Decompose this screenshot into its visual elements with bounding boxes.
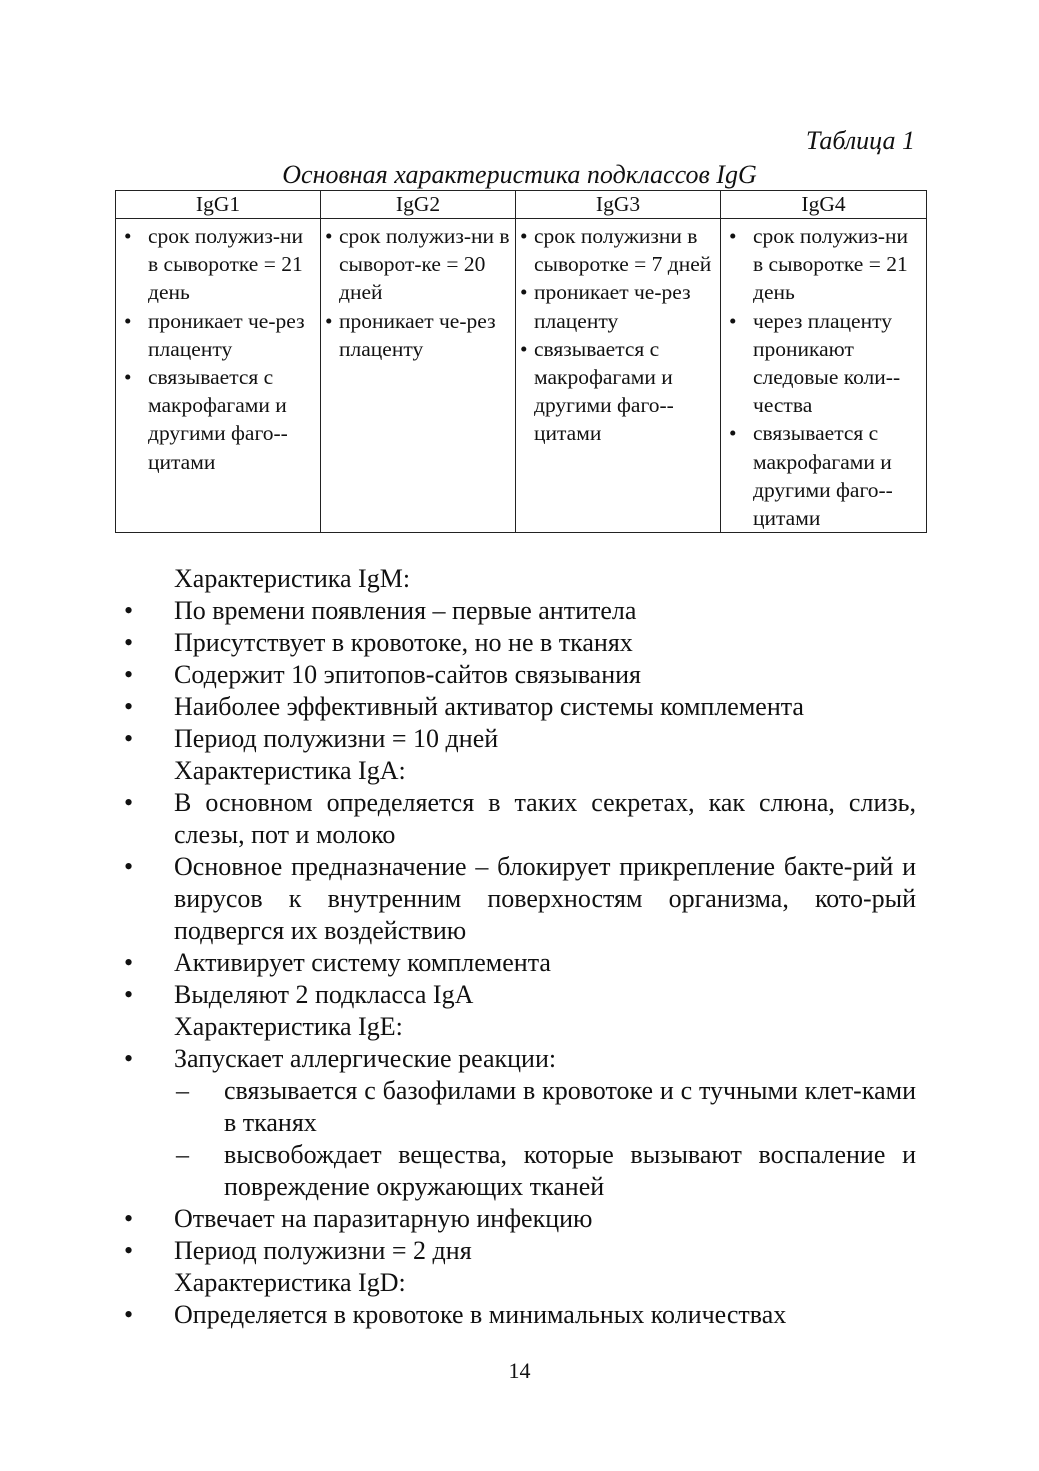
item-text: По времени появления – первые антитела <box>174 596 637 625</box>
bullet-mark: • <box>124 1300 134 1329</box>
dash-mark: – <box>176 1140 189 1169</box>
item-text: Запускает аллергические реакции: <box>174 1044 557 1073</box>
cell-igg2 <box>321 219 516 533</box>
item-text: Определяется в кровотоке в минимальных количествах <box>174 1300 787 1329</box>
bullet-mark: • <box>124 1236 134 1265</box>
igm-item <box>120 659 916 691</box>
cell-text: срок полужизни в сыворотке = 7 дней <box>534 224 712 277</box>
iga-item <box>120 947 916 979</box>
list-item <box>325 307 511 363</box>
list-item <box>120 363 316 476</box>
dash-mark: – <box>176 1076 189 1105</box>
igd-heading: Характеристика IgD: <box>174 1268 406 1297</box>
item-text: связывается с базофилами в кровотоке и с тучными клет-ками в тканях <box>224 1076 916 1137</box>
bullet-mark: • <box>124 788 134 817</box>
bullet-mark: • <box>124 1044 134 1073</box>
header-igg1: IgG1 <box>116 191 321 219</box>
bullet-mark: • <box>124 852 134 881</box>
cell-igg1 <box>116 219 321 533</box>
header-igg3: IgG3 <box>516 191 721 219</box>
cell-text: проникает че-рез плаценту <box>339 308 496 361</box>
bullet-mark: • <box>124 1204 134 1233</box>
iga-item <box>120 787 916 851</box>
list-item <box>725 307 922 420</box>
item-text: Период полужизни = 2 дня <box>174 1236 472 1265</box>
cell-igg3 <box>516 219 721 533</box>
bullet-mark: • <box>124 724 134 753</box>
bullet-mark: • <box>124 308 132 333</box>
header-igg2: IgG2 <box>321 191 516 219</box>
bullet-mark: • <box>124 660 134 689</box>
item-text: Период полужизни = 10 дней <box>174 724 499 753</box>
list-item <box>325 222 511 307</box>
ige-item <box>120 1043 916 1075</box>
bullet-mark: • <box>124 692 134 721</box>
cell-text: связывается с макрофагами и другими фаго-цитами <box>534 336 674 446</box>
item-text: Присутствует в кровотоке, но не в тканях <box>174 628 633 657</box>
bullet-mark: • <box>124 948 134 977</box>
cell-text: связывается с макрофагами и другими фаго-цитами <box>148 365 288 474</box>
item-text: Активирует систему комплемента <box>174 948 551 977</box>
item-text: Отвечает на паразитарную инфекцию <box>174 1204 593 1233</box>
ige-item <box>120 1203 916 1235</box>
list-item <box>725 222 922 307</box>
bullet-mark: • <box>520 224 528 248</box>
cell-igg4 <box>721 219 927 533</box>
cell-text: срок полужиз-ни в сыворот-ке = 20 дней <box>339 224 510 305</box>
table-header-row <box>116 191 927 219</box>
list-item <box>120 307 316 363</box>
bullet-mark: • <box>520 336 528 361</box>
cell-list-igg4 <box>725 222 922 532</box>
ige-item <box>120 1235 916 1267</box>
igd-item <box>120 1299 916 1331</box>
igm-item <box>120 595 916 627</box>
bullet-mark: • <box>325 224 333 248</box>
bullet-mark: • <box>729 224 737 248</box>
iga-item <box>120 851 916 947</box>
header-igg4: IgG4 <box>721 191 927 219</box>
item-text: высвобождает вещества, которые вызывают воспаление и повреждение окружающих тканей <box>224 1140 916 1201</box>
cell-text: срок полужиз-ни в сыворотке = 21 день <box>753 224 909 305</box>
bullet-mark: • <box>124 596 134 625</box>
cell-text: через плаценту проникают следовые коли-чества <box>753 308 901 418</box>
cell-text: связывается с макрофагами и другими фаго-цитами <box>753 421 893 531</box>
ige-heading: Характеристика IgE: <box>174 1012 403 1041</box>
igm-item <box>120 627 916 659</box>
cell-list-igg3 <box>520 222 716 448</box>
bullet-mark: • <box>124 980 134 1009</box>
bullet-mark: • <box>124 224 132 248</box>
ige-sub-item <box>120 1075 916 1139</box>
list-item <box>520 278 716 334</box>
igm-item <box>120 691 916 723</box>
item-text: Выделяют 2 подкласса IgA <box>174 980 474 1009</box>
cell-text: срок полужиз-ни в сыворотке = 21 день <box>148 224 304 305</box>
cell-text: проникает че-рез плаценту <box>148 308 305 361</box>
bullet-mark: • <box>325 308 333 333</box>
bullet-mark: • <box>729 308 737 333</box>
cell-text: проникает че-рез плаценту <box>534 280 691 333</box>
table-row <box>116 219 927 533</box>
igm-heading: Характеристика IgM: <box>174 564 411 593</box>
item-text: Наиболее эффективный активатор системы комплемента <box>174 692 804 721</box>
item-text: В основном определяется в таких секретах, как слюна, слизь, слезы, пот и молоко <box>174 788 916 849</box>
item-text: Основное предназначение – блокирует прикрепление бакте-рий и вирусов к внутренним поверхностям организма, кото-рый подвергся их воздействию <box>174 852 916 945</box>
cell-list-igg1 <box>120 222 316 476</box>
item-text: Содержит 10 эпитопов-сайтов связывания <box>174 660 641 689</box>
bullet-mark: • <box>124 628 134 657</box>
iga-heading: Характеристика IgA: <box>174 756 406 785</box>
bullet-mark: • <box>729 421 737 446</box>
igg-subclass-table <box>115 190 927 533</box>
body-text <box>120 563 916 1331</box>
ige-sub-item <box>120 1139 916 1203</box>
table-title: Основная характеристика подклассов IgG <box>282 160 757 189</box>
page-number: 14 <box>508 1358 531 1383</box>
list-item <box>725 419 922 532</box>
bullet-mark: • <box>520 280 528 305</box>
table-number: Таблица 1 <box>805 126 915 155</box>
iga-item <box>120 979 916 1011</box>
igm-item <box>120 723 916 755</box>
list-item <box>520 222 716 278</box>
cell-list-igg2 <box>325 222 511 363</box>
list-item <box>120 222 316 307</box>
bullet-mark: • <box>124 365 132 390</box>
list-item <box>520 335 716 448</box>
